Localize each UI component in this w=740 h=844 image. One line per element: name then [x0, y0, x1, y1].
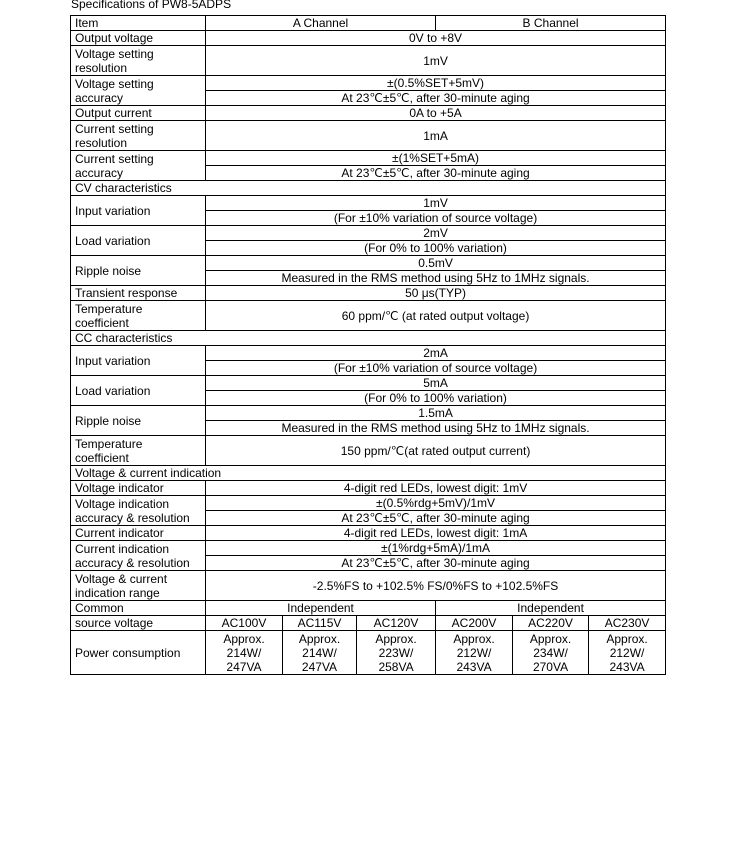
cc-load-variation-row [71, 376, 666, 391]
source-voltage-value: AC115V [283, 616, 357, 631]
source-voltage-value: AC200V [436, 616, 513, 631]
voltage-indication-accuracy-label: Voltage indication accuracy & resolution [71, 496, 206, 526]
current-indication-accuracy-label: Current indication accuracy & resolution [71, 541, 206, 571]
source-voltage-label: source voltage [71, 616, 206, 631]
cc-load-variation-value: 5mA [206, 376, 666, 391]
current-setting-resolution-row [71, 121, 666, 151]
cv-ripple-noise-value: 0.5mV [206, 256, 666, 271]
cv-load-variation-note: (For 0% to 100% variation) [206, 241, 666, 256]
current-indicator-value: 4-digit red LEDs, lowest digit: 1mA [206, 526, 666, 541]
voltage-setting-accuracy-row [71, 76, 666, 91]
current-indication-accuracy-row [71, 541, 666, 556]
cc-load-variation-label: Load variation [71, 376, 206, 406]
common-label: Common [71, 601, 206, 616]
power-consumption-value: Approx. 214W/ 247VA [206, 631, 283, 675]
cc-input-variation-row [71, 346, 666, 361]
voltage-setting-resolution-row [71, 46, 666, 76]
source-voltage-value: AC120V [357, 616, 436, 631]
cc-temperature-coefficient-value: 150 ppm/℃(at rated output current) [206, 436, 666, 466]
current-indication-accuracy-value: ±(1%rdg+5mA)/1mA [206, 541, 666, 556]
cc-input-variation-value: 2mA [206, 346, 666, 361]
cv-load-variation-label: Load variation [71, 226, 206, 256]
output-current-row [71, 106, 666, 121]
cc-ripple-noise-label: Ripple noise [71, 406, 206, 436]
current-indication-accuracy-condition: At 23℃±5℃, after 30-minute aging [206, 556, 666, 571]
current-setting-accuracy-condition: At 23℃±5℃, after 30-minute aging [206, 166, 666, 181]
source-voltage-value: AC100V [206, 616, 283, 631]
power-consumption-value: Approx. 212W/ 243VA [436, 631, 513, 675]
cv-transient-response-value: 50 μs(TYP) [206, 286, 666, 301]
output-voltage-label: Output voltage [71, 31, 206, 46]
power-consumption-value: Approx. 234W/ 270VA [513, 631, 589, 675]
voltage-setting-accuracy-label: Voltage setting accuracy [71, 76, 206, 106]
header-a-channel: A Channel [206, 16, 436, 31]
source-voltage-value: AC220V [513, 616, 589, 631]
cc-section-heading: CC characteristics [71, 331, 666, 346]
output-voltage-value: 0V to +8V [206, 31, 666, 46]
document-title: Specifications of PW8-5ADPS [71, 0, 232, 11]
power-consumption-value: Approx. 223W/ 258VA [357, 631, 436, 675]
voltage-setting-resolution-value: 1mV [206, 46, 666, 76]
current-indicator-row [71, 526, 666, 541]
current-setting-accuracy-row [71, 151, 666, 166]
cv-section-heading: CV characteristics [71, 181, 666, 196]
cc-section-row [71, 331, 666, 346]
cv-transient-response-label: Transient response [71, 286, 206, 301]
cv-load-variation-value: 2mV [206, 226, 666, 241]
current-setting-resolution-value: 1mA [206, 121, 666, 151]
indication-section-heading: Voltage & current indication [71, 466, 666, 481]
output-current-value: 0A to +5A [206, 106, 666, 121]
voltage-setting-accuracy-condition: At 23℃±5℃, after 30-minute aging [206, 91, 666, 106]
cv-transient-response-row [71, 286, 666, 301]
cc-temperature-coefficient-label: Temperature coefficient [71, 436, 206, 466]
cv-ripple-noise-note: Measured in the RMS method using 5Hz to 1MHz signals. [206, 271, 666, 286]
cv-section-row [71, 181, 666, 196]
voltage-setting-accuracy-value: ±(0.5%SET+5mV) [206, 76, 666, 91]
header-item: Item [71, 16, 206, 31]
header-b-channel: B Channel [436, 16, 666, 31]
power-consumption-value: Approx. 212W/ 243VA [589, 631, 666, 675]
output-current-label: Output current [71, 106, 206, 121]
current-setting-accuracy-label: Current setting accuracy [71, 151, 206, 181]
voltage-indicator-row [71, 481, 666, 496]
cv-temperature-coefficient-row [71, 301, 666, 331]
power-consumption-label: Power consumption [71, 631, 206, 675]
cc-ripple-noise-row [71, 406, 666, 421]
cc-input-variation-label: Input variation [71, 346, 206, 376]
common-a-value: Independent [206, 601, 436, 616]
power-consumption-row [71, 631, 666, 675]
source-voltage-row [71, 616, 666, 631]
cc-input-variation-note: (For ±10% variation of source voltage) [206, 361, 666, 376]
cv-input-variation-row [71, 196, 666, 211]
cv-input-variation-note: (For ±10% variation of source voltage) [206, 211, 666, 226]
voltage-indicator-label: Voltage indicator [71, 481, 206, 496]
power-consumption-value: Approx. 214W/ 247VA [283, 631, 357, 675]
cc-ripple-noise-note: Measured in the RMS method using 5Hz to 1MHz signals. [206, 421, 666, 436]
indication-range-row [71, 571, 666, 601]
cc-load-variation-note: (For 0% to 100% variation) [206, 391, 666, 406]
cv-ripple-noise-row [71, 256, 666, 271]
voltage-indication-accuracy-row [71, 496, 666, 511]
cv-ripple-noise-label: Ripple noise [71, 256, 206, 286]
voltage-setting-resolution-label: Voltage setting resolution [71, 46, 206, 76]
source-voltage-value: AC230V [589, 616, 666, 631]
indication-range-label: Voltage & current indication range [71, 571, 206, 601]
cv-input-variation-label: Input variation [71, 196, 206, 226]
table-header-row [71, 16, 666, 31]
voltage-indication-accuracy-value: ±(0.5%rdg+5mV)/1mV [206, 496, 666, 511]
current-setting-accuracy-value: ±(1%SET+5mA) [206, 151, 666, 166]
current-indicator-label: Current indicator [71, 526, 206, 541]
cc-ripple-noise-value: 1.5mA [206, 406, 666, 421]
cc-temperature-coefficient-row [71, 436, 666, 466]
cv-load-variation-row [71, 226, 666, 241]
common-row [71, 601, 666, 616]
common-b-value: Independent [436, 601, 666, 616]
cv-input-variation-value: 1mV [206, 196, 666, 211]
specifications-table [70, 15, 666, 675]
indication-section-row [71, 466, 666, 481]
voltage-indicator-value: 4-digit red LEDs, lowest digit: 1mV [206, 481, 666, 496]
cv-temperature-coefficient-label: Temperature coefficient [71, 301, 206, 331]
output-voltage-row [71, 31, 666, 46]
indication-range-value: -2.5%FS to +102.5% FS/0%FS to +102.5%FS [206, 571, 666, 601]
cv-temperature-coefficient-value: 60 ppm/℃ (at rated output voltage) [206, 301, 666, 331]
voltage-indication-accuracy-condition: At 23℃±5℃, after 30-minute aging [206, 511, 666, 526]
current-setting-resolution-label: Current setting resolution [71, 121, 206, 151]
